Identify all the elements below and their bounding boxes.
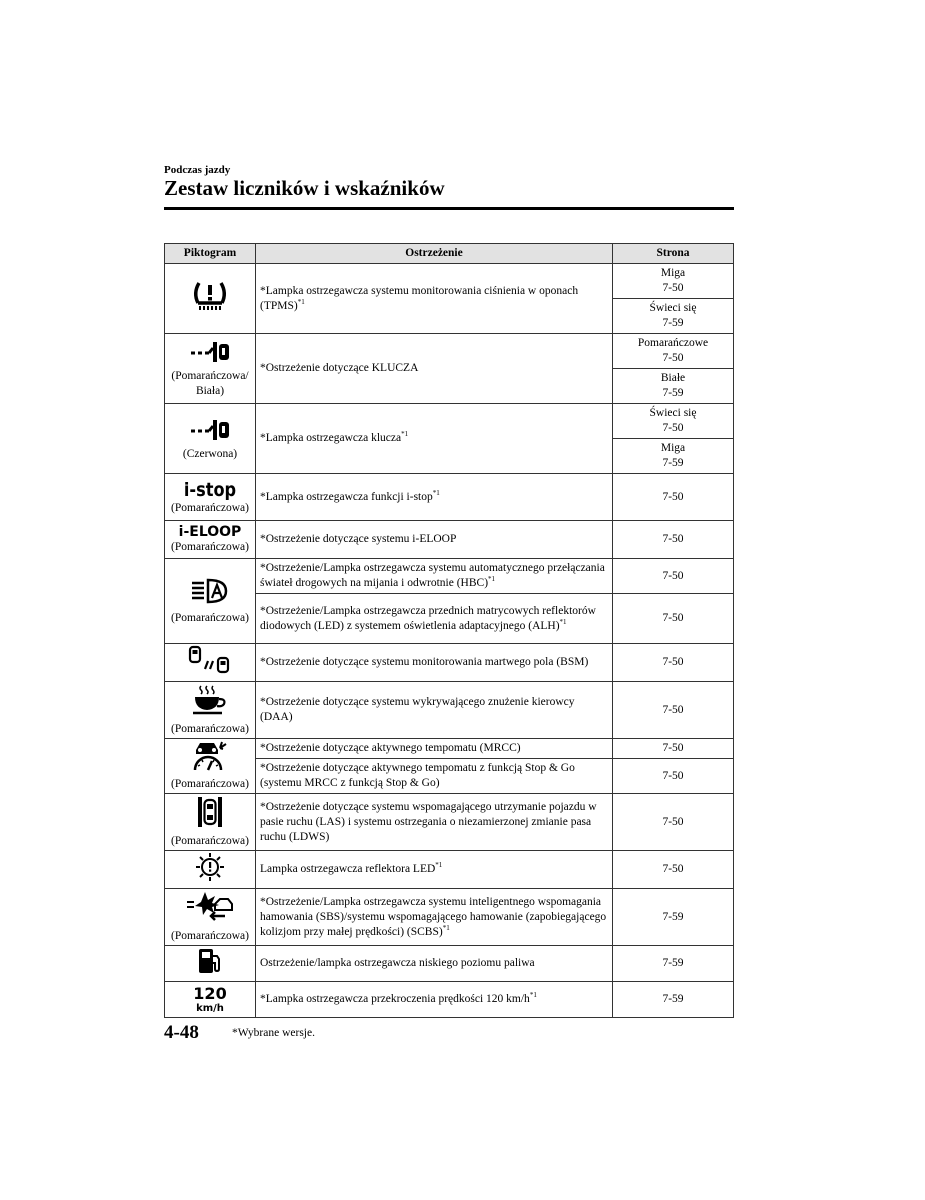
pictogram-caption: (Pomarańczowa)	[171, 723, 249, 735]
page-ref-cell: 7-50	[613, 594, 734, 644]
pictogram-caption: (Pomarańczowa/ Biała)	[171, 370, 249, 397]
page-ref-cell: 7-50	[613, 759, 734, 794]
table-row	[165, 559, 734, 594]
table-row	[165, 404, 734, 439]
warning-text-cell: *Lampka ostrzegawcza klucza$^{*1}$	[256, 404, 613, 474]
cruise-control-icon	[169, 740, 251, 777]
blind-spot-icon	[169, 645, 251, 680]
smart-brake-icon	[169, 890, 251, 929]
pictogram-cell	[165, 982, 256, 1018]
pictogram-caption: (Pomarańczowa)	[171, 835, 249, 847]
table-header-row	[165, 244, 734, 264]
page-ref-cell: 7-59	[613, 946, 734, 982]
page-ref-cell: Pomarańczowe 7-50	[613, 334, 734, 369]
warning-text-cell: Ostrzeżenie/lampka ostrzegawcza niskiego poziomu paliwa	[256, 946, 613, 982]
i-eloop-icon: i-ELOOP	[178, 524, 242, 540]
warning-lights-table	[164, 243, 734, 1018]
page-ref-cell: Świeci się 7-50	[613, 404, 734, 439]
warning-text-cell: *Ostrzeżenie dotyczące aktywnego tempomatu (MRCC)	[256, 739, 613, 759]
pictogram-cell	[165, 559, 256, 644]
pictogram-caption: (Pomarańczowa)	[171, 541, 249, 553]
page-ref-cell: Białe 7-59	[613, 369, 734, 404]
table-row	[165, 474, 734, 521]
warning-text-cell: *Ostrzeżenie dotyczące aktywnego tempomatu z funkcją Stop & Go (systemu MRCC z funkcją Stop & Go)	[256, 759, 613, 794]
key-warning-icon	[169, 338, 251, 369]
warning-text-cell: *Ostrzeżenie dotyczące systemu i-ELOOP	[256, 521, 613, 559]
footnote: *Wybrane wersje.	[232, 1027, 315, 1039]
table-row	[165, 851, 734, 889]
column-header-pictogram: Piktogram	[165, 244, 256, 264]
pictogram-caption: (Pomarańczowa)	[171, 930, 249, 942]
table-row	[165, 982, 734, 1018]
page-ref-cell: Miga 7-59	[613, 439, 734, 474]
warning-text-cell: *Ostrzeżenie/Lampka ostrzegawcza systemu inteligentnego wspomagania hamowania (SBS)/systemu wspomagającego hamowanie (zapobiegającego kolizjom przy małej prędkości) (SCBS)$^{*1}$	[256, 889, 613, 946]
page-ref-cell: 7-50	[613, 794, 734, 851]
warning-text-cell: *Ostrzeżenie dotyczące KLUCZA	[256, 334, 613, 404]
page-ref-cell: 7-50	[613, 851, 734, 889]
section-label: Podczas jazdy	[164, 164, 231, 176]
page-ref-cell: 7-59	[613, 889, 734, 946]
column-header-warning: Ostrzeżenie	[256, 244, 613, 264]
warning-text-cell: *Ostrzeżenie dotyczące systemu wspomagającego utrzymanie pojazdu w pasie ruchu (LAS) i systemu ostrzegania o niezamierzonej zmianie pasa ruchu (LDWS)	[256, 794, 613, 851]
led-headlight-warning-icon	[169, 852, 251, 887]
warning-text-cell: *Lampka ostrzegawcza przekroczenia prędkości 120 $km/h^{*1}$	[256, 982, 613, 1018]
pictogram-caption: (Pomarańczowa)	[171, 778, 249, 790]
page-number: 4-48	[164, 1022, 199, 1043]
pictogram-cell	[165, 264, 256, 334]
pictogram-cell	[165, 644, 256, 682]
column-header-page: Strona	[613, 244, 734, 264]
table-row	[165, 889, 734, 946]
page-ref-cell: 7-50	[613, 682, 734, 739]
page-ref-cell: 7-50	[613, 644, 734, 682]
page-title: Zestaw liczników i wskaźników	[164, 176, 445, 200]
auto-headlight-icon	[169, 576, 251, 611]
table-row	[165, 521, 734, 559]
pictogram-caption: (Pomarańczowa)	[171, 501, 249, 514]
key-warning-icon	[169, 416, 251, 447]
table-row	[165, 946, 734, 982]
warning-text-cell: *Ostrzeżenie/Lampka ostrzegawcza przednich matrycowych reflektorów diodowych (LED) z systemem oświetlenia adaptacyjnego (ALH)$^{*1}$	[256, 594, 613, 644]
pictogram-cell	[165, 889, 256, 946]
warning-text-cell: *Lampka ostrzegawcza funkcji i-stop$^{*1}$	[256, 474, 613, 521]
table-row	[165, 739, 734, 759]
warning-text-cell: *Lampka ostrzegawcza systemu monitorowania ciśnienia w oponach (TPMS)$^{*1}$	[256, 264, 613, 334]
pictogram-cell	[165, 521, 256, 559]
table-row	[165, 794, 734, 851]
pictogram-caption: (Pomarańczowa)	[171, 612, 249, 624]
page-ref-cell: 7-50	[613, 739, 734, 759]
warning-text-cell: *Ostrzeżenie dotyczące systemu monitorowania martwego pola (BSM)	[256, 644, 613, 682]
i-stop-icon: i-stop	[183, 478, 237, 501]
pictogram-cell	[165, 739, 256, 794]
table-row	[165, 644, 734, 682]
pictogram-caption: (Czerwona)	[182, 447, 238, 460]
page-ref-cell: Świeci się 7-59	[613, 299, 734, 334]
coffee-cup-icon	[169, 683, 251, 722]
speed-120-icon: 120 km/h	[193, 983, 227, 1014]
page-ref-cell: 7-59	[613, 982, 734, 1018]
pictogram-cell	[165, 474, 256, 521]
warning-text-cell: *Ostrzeżenie dotyczące systemu wykrywającego znużenie kierowcy (DAA)	[256, 682, 613, 739]
table-row	[165, 264, 734, 299]
page-ref-cell: Miga 7-50	[613, 264, 734, 299]
pictogram-cell	[165, 794, 256, 851]
table-row	[165, 334, 734, 369]
pictogram-cell	[165, 404, 256, 474]
pictogram-cell	[165, 851, 256, 889]
lane-keep-icon	[169, 795, 251, 834]
pictogram-cell	[165, 334, 256, 404]
pictogram-cell	[165, 946, 256, 982]
warning-text-cell: *Ostrzeżenie/Lampka ostrzegawcza systemu automatycznego przełączania świateł drogowych na mijania i odwrotnie (HBC)$^{*1}$	[256, 559, 613, 594]
table-row	[165, 682, 734, 739]
title-rule	[164, 207, 734, 210]
page-ref-cell: 7-50	[613, 559, 734, 594]
fuel-pump-icon	[169, 947, 251, 980]
warning-text-cell: Lampka ostrzegawcza reflektora LED$^{*1}$	[256, 851, 613, 889]
tpms-warning-icon	[169, 279, 251, 318]
pictogram-cell	[165, 682, 256, 739]
page-ref-cell: 7-50	[613, 521, 734, 559]
page-ref-cell: 7-50	[613, 474, 734, 521]
